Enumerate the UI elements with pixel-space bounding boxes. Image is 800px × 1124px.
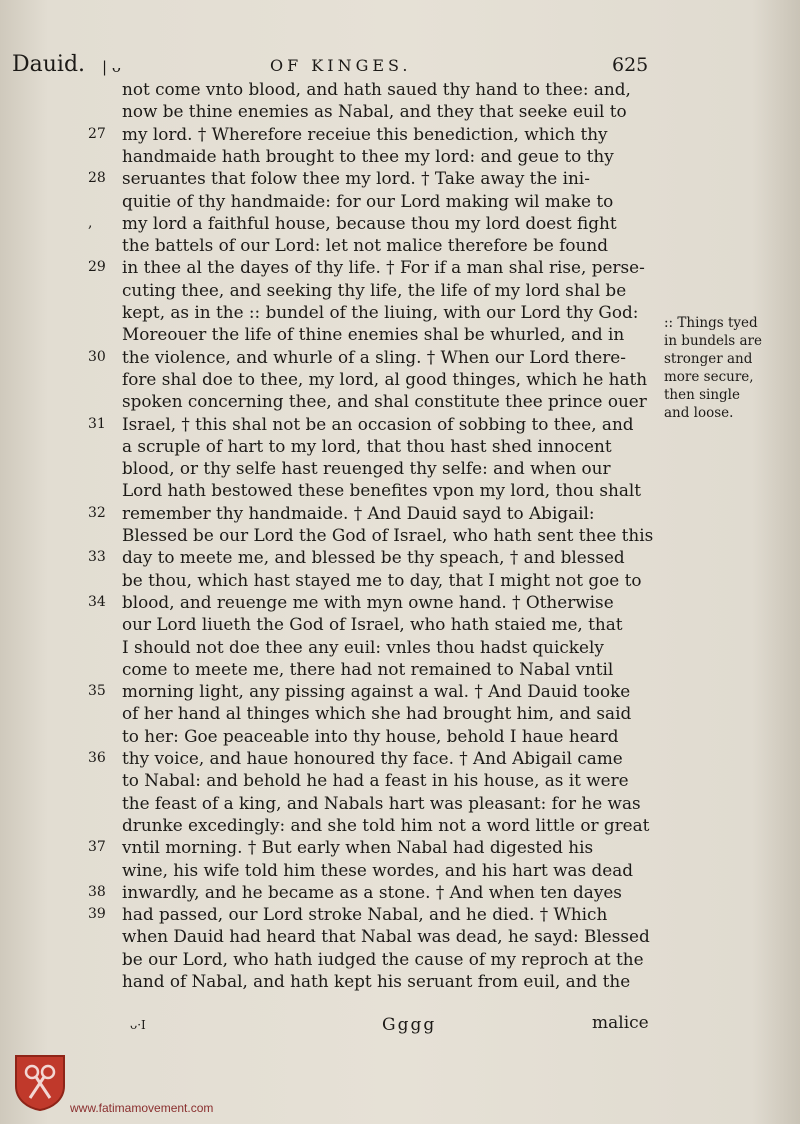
watermark-url: www.fatimamovement.com	[70, 1101, 214, 1115]
text-line: my lord. † Wherefore receiue this benediction, which thy	[122, 123, 608, 144]
text-line: to her: Goe peaceable into thy house, behold I haue heard	[122, 725, 619, 746]
footer-left-mark: ᴗ·I	[130, 1018, 146, 1032]
margin-note-line: more secure,	[664, 369, 754, 385]
text-line: be thou, which hast stayed me to day, that I might not goe to	[122, 569, 642, 590]
verse-number: 27	[88, 125, 106, 142]
text-line: my lord a faithful house, because thou my lord doest fight	[122, 212, 617, 233]
text-line: of her hand al thinges which she had brought him, and said	[122, 703, 632, 724]
text-line: Lord hath bestowed these benefites vpon my lord, thou shalt	[122, 480, 642, 501]
verse-number: 30	[88, 348, 106, 365]
catchword: malice	[592, 1013, 649, 1033]
header-marks: | ᴗ	[102, 58, 121, 76]
text-line: the violence, and whurle of a sling. † When our Lord there-	[122, 346, 626, 367]
text-line: the battels of our Lord: let not malice therefore be found	[122, 235, 608, 256]
text-line: remember thy handmaide. † And Dauid sayd to Abigail:	[122, 502, 595, 523]
text-line: our Lord liueth the God of Israel, who hath staied me, that	[122, 614, 623, 635]
verse-number: 35	[88, 683, 106, 700]
signature-mark: Gggg	[382, 1015, 437, 1035]
text-line: come to meete me, there had not remained to Nabal vntil	[122, 658, 614, 679]
text-line: thy voice, and haue honoured thy face. † And Abigail came	[122, 748, 623, 768]
verse-number: 33	[88, 549, 106, 566]
margin-note-line: :: Things tyed	[664, 315, 758, 331]
text-line: day to meete me, and blessed be thy speach, † and blessed	[122, 547, 625, 568]
text-line: quitie of thy handmaide: for our Lord making wil make to	[122, 190, 614, 211]
text-line: inwardly, and he became as a stone. † And when ten dayes	[122, 881, 622, 902]
text-line: wine, his wife told him these wordes, and his hart was dead	[122, 859, 634, 880]
verse-number: 36	[88, 750, 106, 766]
verse-number: 34	[88, 593, 106, 610]
running-head-left: Dauid.	[12, 52, 86, 77]
margin-note-line: in bundels are	[664, 333, 762, 349]
text-line: not come vnto blood, and hath saued thy hand to thee: and,	[122, 79, 631, 99]
text-line: had passed, our Lord stroke Nabal, and he died. † Which	[122, 904, 608, 925]
text-line: I should not doe thee any euil: vnles thou hadst quickely	[122, 636, 604, 657]
text-line: blood, or thy selfe hast reuenged thy selfe: and when our	[122, 458, 611, 479]
text-line: handmaide hath brought to thee my lord: and geue to thy	[122, 145, 614, 166]
text-line: blood, and reuenge me with myn owne hand. † Otherwise	[122, 591, 614, 612]
text-line: spoken concerning thee, and shal constitute thee prince ouer	[122, 391, 647, 412]
margin-note-line: then single	[664, 387, 740, 403]
shield-logo-icon	[12, 1052, 68, 1112]
verse-number: 31	[88, 415, 106, 432]
text-line: now be thine enemies as Nabal, and they that seeke euil to	[122, 101, 627, 122]
text-line: to Nabal: and behold he had a feast in his house, as it were	[122, 770, 629, 791]
text-line: be our Lord, who hath iudged the cause of my reproch at the	[122, 948, 644, 969]
verse-number: 39	[88, 906, 106, 923]
text-line: drunke excedingly: and she told him not a word little or great	[122, 814, 650, 835]
text-line: Israel, † this shal not be an occasion of sobbing to thee, and	[122, 413, 634, 434]
text-line: hand of Nabal, and hath kept his seruant from euil, and the	[122, 971, 631, 991]
text-line: Moreouer the life of thine enemies shal be whurled, and in	[122, 324, 625, 345]
verse-number: 37	[88, 839, 106, 856]
verse-number: 28	[88, 170, 106, 187]
text-line: when Dauid had heard that Nabal was dead, he sayd: Blessed	[122, 926, 650, 947]
verse-number: 32	[88, 504, 106, 521]
text-line: a scruple of hart to my lord, that thou hast shed innocent	[122, 435, 612, 456]
text-line: kept, as in the :: bundel of the liuing, with our Lord thy God:	[122, 302, 639, 322]
verse-number: 38	[88, 883, 106, 900]
text-line: cuting thee, and seeking thy life, the life of my lord shal be	[122, 279, 627, 300]
text-line: Blessed be our Lord the God of Israel, who hath sent thee this	[122, 525, 654, 545]
page-number: 625	[612, 54, 649, 76]
text-line: vntil morning. † But early when Nabal had digested his	[122, 837, 594, 858]
running-title: OF KINGES.	[270, 56, 412, 75]
text-line: in thee al the dayes of thy life. † For if a man shal rise, perse-	[122, 257, 645, 278]
text-line: seruantes that folow thee my lord. † Take away the ini-	[122, 168, 590, 189]
verse-number: ,	[88, 214, 93, 231]
margin-note-line: stronger and	[664, 351, 753, 367]
margin-note-line: and loose.	[664, 405, 734, 421]
verse-number: 29	[88, 259, 106, 276]
text-line: the feast of a king, and Nabals hart was pleasant: for he was	[122, 792, 641, 813]
text-line: morning light, any pissing against a wal. † And Dauid tooke	[122, 681, 631, 702]
text-line: fore shal doe to thee, my lord, al good thinges, which he hath	[122, 368, 648, 389]
